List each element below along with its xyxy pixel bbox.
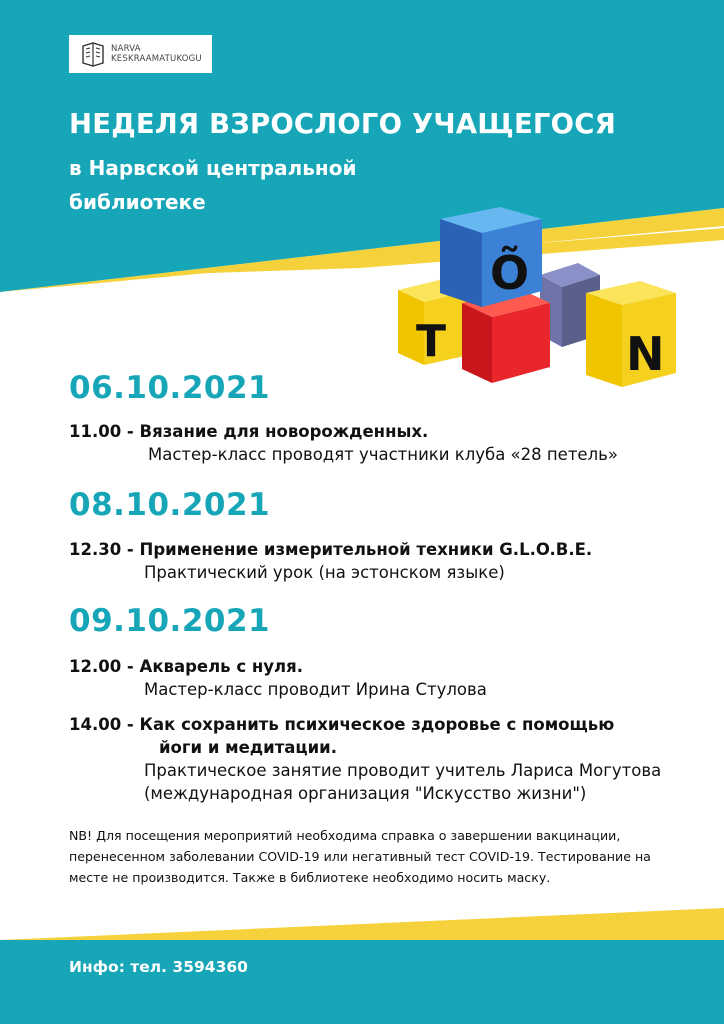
cube-letter-t: T bbox=[416, 316, 447, 367]
event-2-time: 12.30 - bbox=[69, 540, 134, 559]
event-4-title: Как сохранить психическое здоровье с помощью bbox=[139, 715, 615, 734]
footer-info: Инфо: тел. 3594360 bbox=[69, 958, 248, 976]
event-4-desc: Практическое занятие проводит учитель Лариса Могутова bbox=[144, 761, 662, 780]
event-2-title: Применение измерительной техники G.L.O.B.E. bbox=[139, 540, 593, 559]
date-heading-2: 08.10.2021 bbox=[69, 487, 271, 523]
event-1-time: 11.00 - bbox=[69, 422, 134, 441]
event-1-desc: Мастер-класс проводят участники клуба «28 петель» bbox=[148, 445, 618, 464]
page-subtitle bbox=[69, 151, 356, 219]
logo-line2: KESKRAAMATUKOGU bbox=[111, 54, 202, 64]
event-4-desc2: (международная организация "Искусство жизни") bbox=[144, 784, 587, 803]
library-logo bbox=[69, 35, 212, 73]
event-1-title: Вязание для новорожденных. bbox=[139, 422, 429, 441]
yellow-cube-n bbox=[586, 281, 676, 387]
book-logo-icon bbox=[81, 41, 105, 67]
date-heading-1: 06.10.2021 bbox=[69, 370, 271, 406]
event-3-title: Акварель с нуля. bbox=[139, 657, 303, 676]
page-title: НЕДЕЛЯ ВЗРОСЛОГО УЧАЩЕГОСЯ bbox=[69, 108, 616, 140]
event-4-title-line2: йоги и медитации. bbox=[159, 738, 338, 757]
event-2 bbox=[69, 538, 592, 584]
cube-letter-o: Õ bbox=[490, 246, 530, 300]
date-heading-3: 09.10.2021 bbox=[69, 603, 271, 639]
event-4-title-line bbox=[69, 713, 661, 736]
event-1-title-line bbox=[69, 420, 618, 443]
event-2-title-line bbox=[69, 538, 592, 561]
event-3-title-line bbox=[69, 655, 487, 678]
event-3-desc: Мастер-класс проводит Ирина Стулова bbox=[144, 680, 487, 699]
event-2-desc: Практический урок (на эстонском языке) bbox=[144, 563, 505, 582]
blue-cube-o bbox=[440, 207, 542, 307]
logo-text bbox=[111, 44, 202, 64]
event-4 bbox=[69, 713, 661, 805]
event-3 bbox=[69, 655, 487, 701]
event-4-time: 14.00 - bbox=[69, 715, 134, 734]
covid-note: NB! Для посещения мероприятий необходима справка о завершении вакцинации, перенесенном заболевании COVID-19 или негативный тест COVID-19. Тестирование на месте не производится. Также в библиотеке необходимо носить маску. bbox=[69, 828, 651, 885]
event-1 bbox=[69, 420, 618, 466]
logo-line1: NARVA bbox=[111, 44, 141, 54]
subtitle-line1: в Нарвской центральной bbox=[69, 156, 357, 180]
letter-cubes-illustration bbox=[390, 205, 685, 390]
cube-letter-n: N bbox=[626, 327, 665, 381]
event-3-time: 12.00 - bbox=[69, 657, 134, 676]
subtitle-line2: библиотеке bbox=[69, 190, 206, 214]
